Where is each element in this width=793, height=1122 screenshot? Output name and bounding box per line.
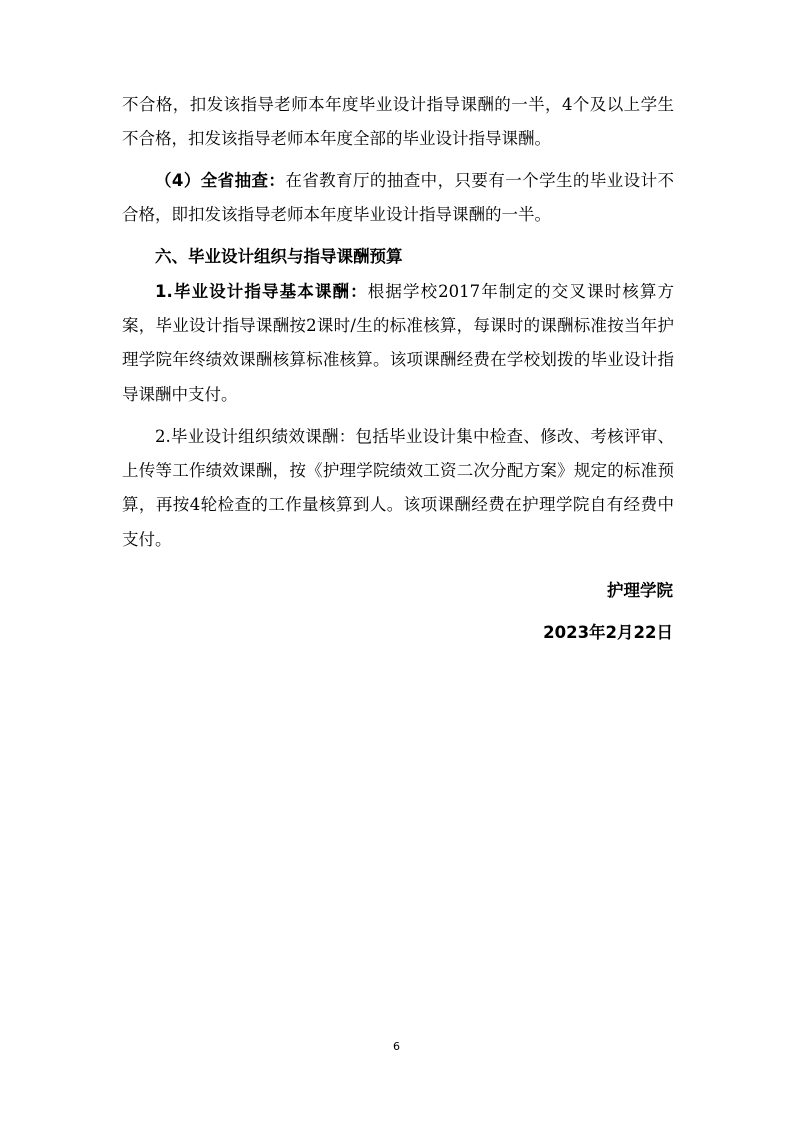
paragraph-basic-pay	[122, 275, 674, 412]
provincial-check-lead: （4）全省抽查：	[155, 171, 286, 190]
section-six-heading: 六、毕业设计组织与指导课酬预算	[155, 247, 403, 266]
basic-pay-lead: 1.毕业设计指导基本课酬：	[155, 282, 368, 301]
provincial-check-text: 在省教育厅的抽查中，只要有一个学生的毕业设计不合格，即扣发该指导老师本年度毕业设计指导课酬的一半。	[122, 171, 675, 225]
signature-date: 2023年2月22日	[543, 623, 673, 642]
paragraph-provincial-check	[122, 164, 674, 232]
page-number: 6	[393, 1040, 400, 1053]
basic-pay-text: 根据学校2017年制定的交叉课时核算方案，毕业设计指导课酬按2课时/生的标准核算，每课时的课酬标准按当年护理学院年终绩效课酬核算标准核算。该项课酬经费在学校划拨的毕业设计指导课酬中支付。	[122, 282, 674, 404]
paragraph-continuation: 不合格，扣发该指导老师本年度毕业设计指导课酬的一半，4个及以上学生不合格，扣发该指导老师本年度全部的毕业设计指导课酬。	[122, 95, 674, 149]
signature-org: 护理学院	[607, 581, 673, 600]
paragraph-performance-pay: 2.毕业设计组织绩效课酬：包括毕业设计集中检查、修改、考核评审、上传等工作绩效课酬，按《护理学院绩效工资二次分配方案》规定的标准预算，再按4轮检查的工作量核算到人。该项课酬经费在护理学院自有经费中支付。	[122, 427, 674, 549]
